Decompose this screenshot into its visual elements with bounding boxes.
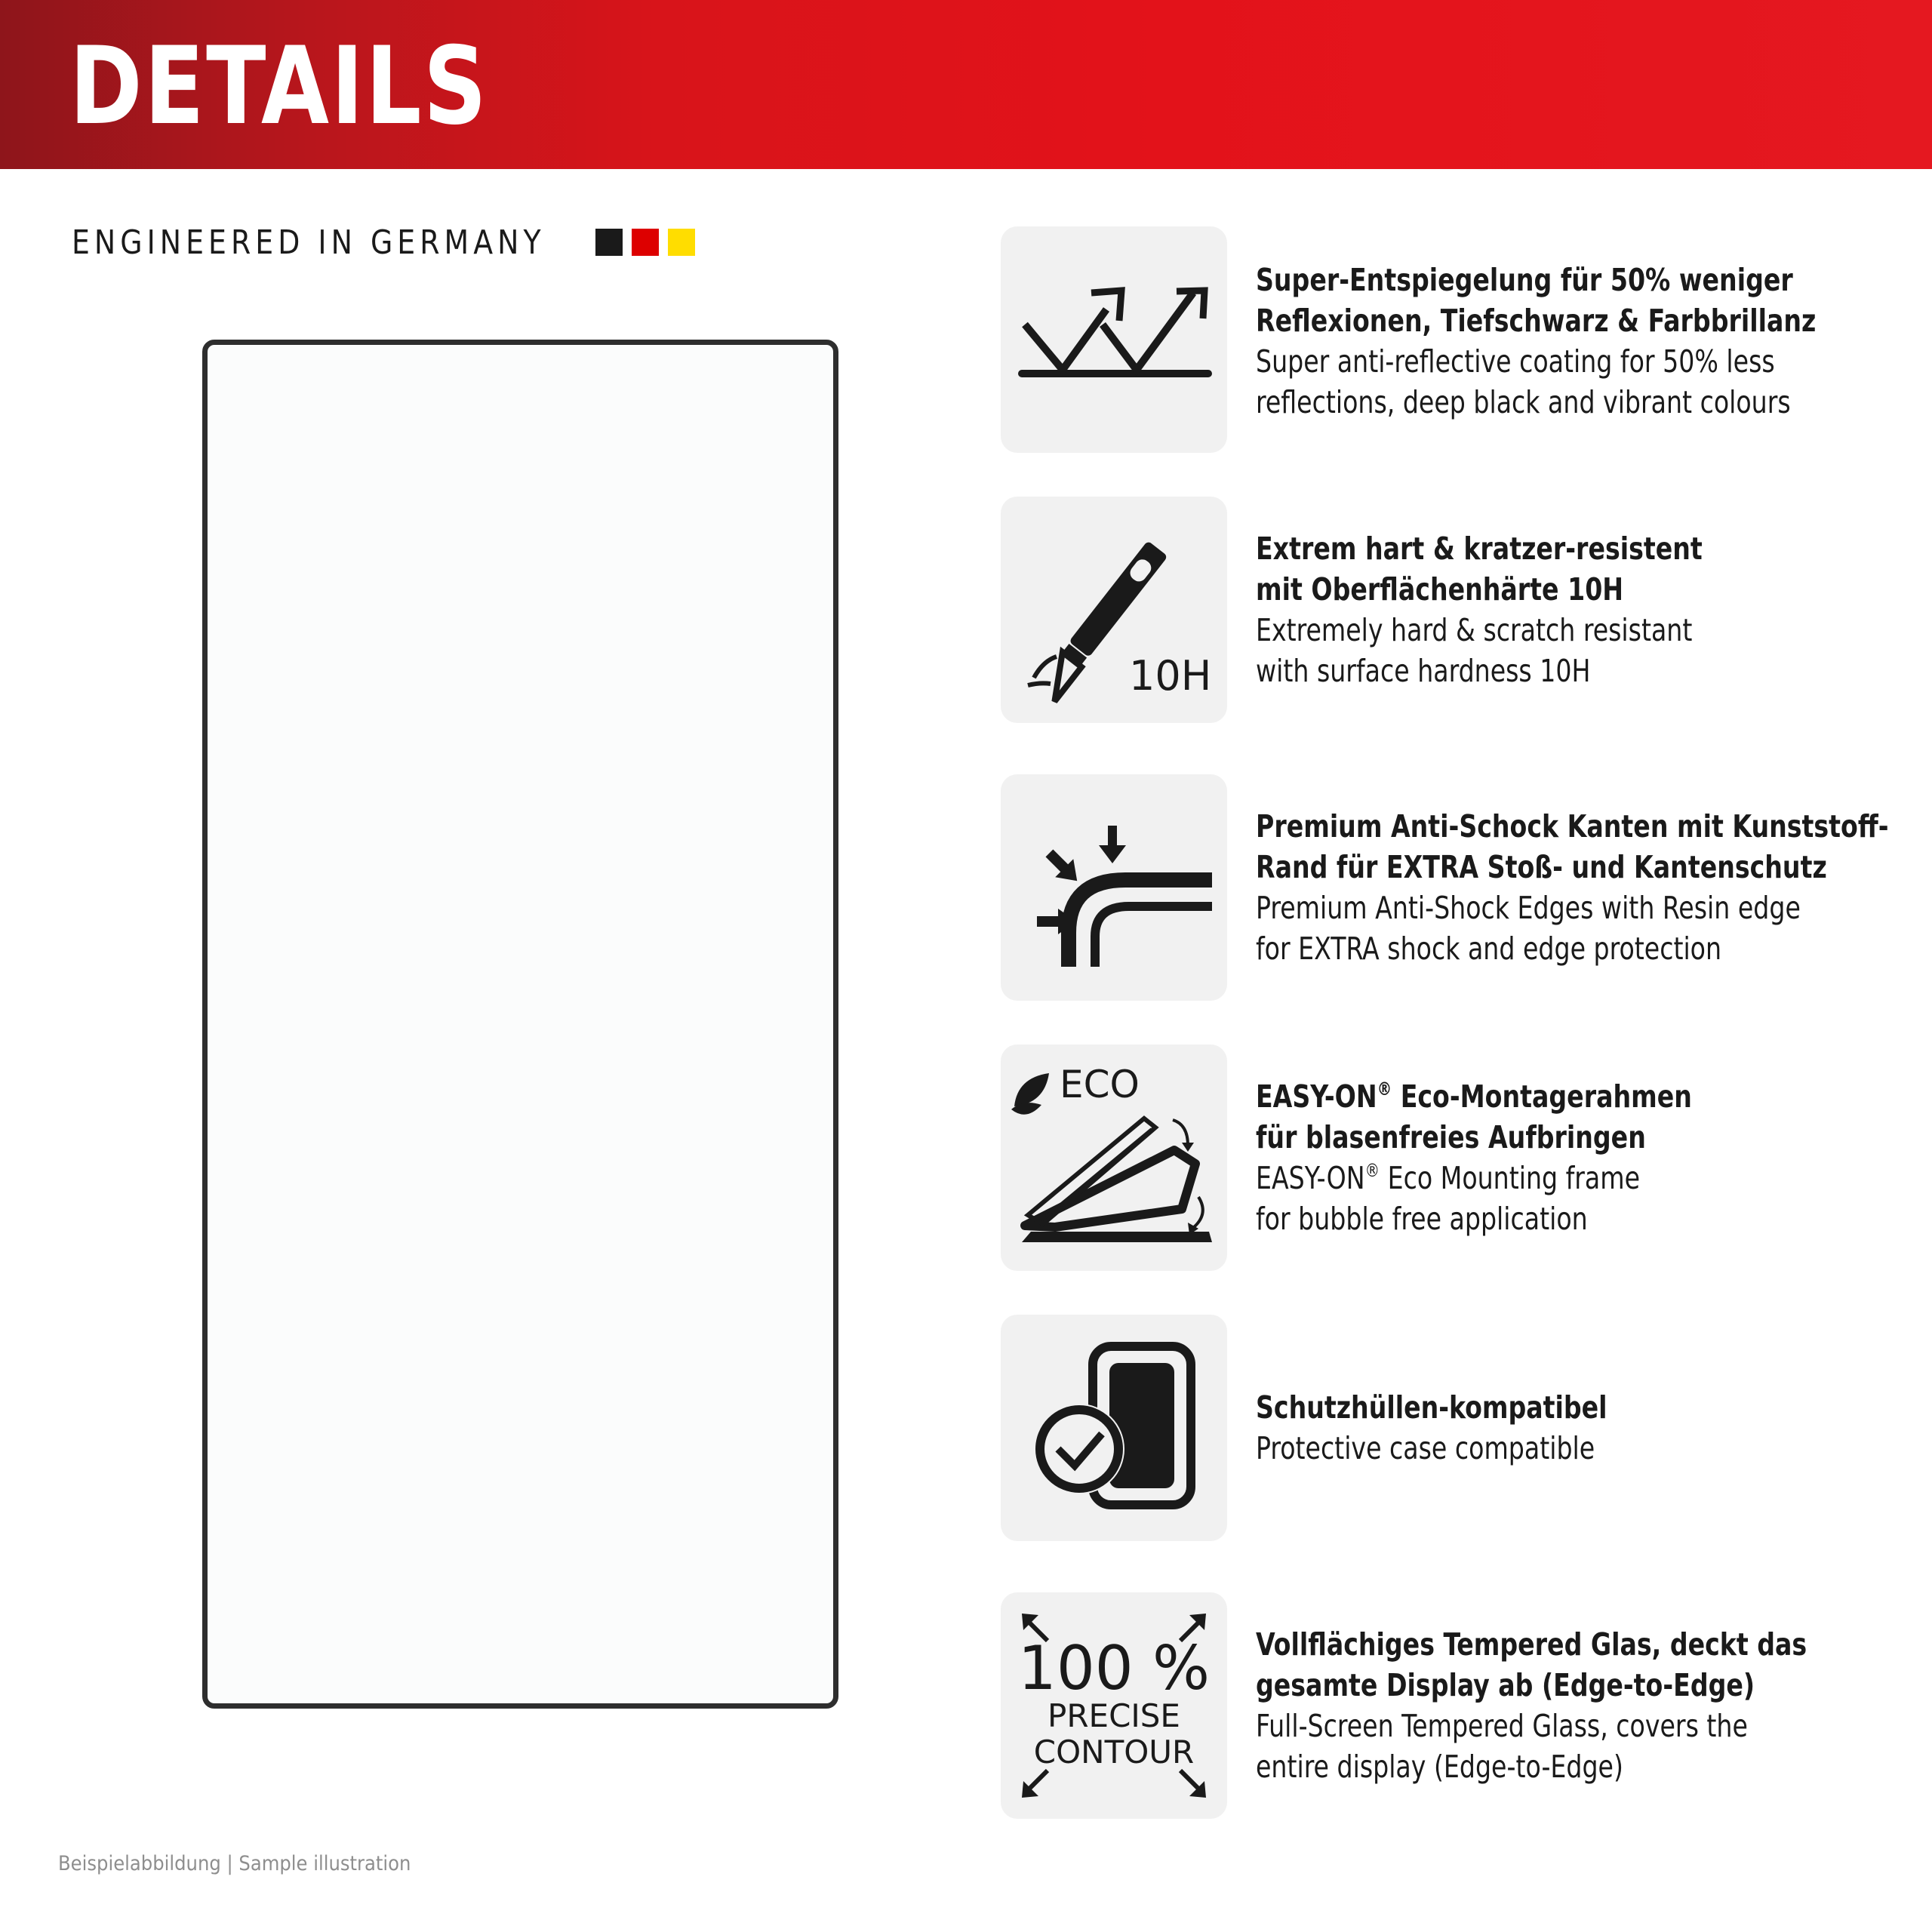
header-banner (0, 0, 1932, 169)
registered-mark: ® (1364, 1160, 1380, 1181)
percent-label: 100 % (1017, 1633, 1211, 1703)
feature-text (1256, 806, 1905, 969)
contour-label: CONTOUR (1033, 1734, 1195, 1770)
eco-mounting-frame-icon (1001, 1044, 1227, 1271)
feature-german-line: Rand für EXTRA Stoß- und Kantenschutz (1256, 849, 1827, 885)
screen-protector-illustration (202, 340, 838, 1709)
case-compatible-icon (1001, 1315, 1227, 1541)
feature-german-line: gesamte Display ab (Edge-to-Edge) (1256, 1667, 1755, 1703)
feature-text (1256, 1624, 1905, 1787)
flag-gold-square (668, 229, 695, 256)
feature-english-line: for bubble free application (1256, 1201, 1588, 1237)
feature-easy-on (1001, 1044, 1891, 1271)
easy-on-brand: EASY-ON (1256, 1078, 1377, 1115)
feature-edge-to-edge (1001, 1592, 1891, 1819)
feature-text (1256, 528, 1905, 691)
feature-english-line: for EXTRA shock and edge protection (1256, 931, 1722, 967)
feature-anti-reflective (1001, 226, 1891, 453)
feature-german-line: Vollflächiges Tempered Glas, deckt das (1256, 1626, 1807, 1663)
feature-german-line: Reflexionen, Tiefschwarz & Farbbrillanz (1256, 303, 1817, 339)
anti-shock-edge-icon (1001, 774, 1227, 1001)
feature-text (1256, 1387, 1905, 1469)
feature-anti-shock (1001, 774, 1891, 1001)
feature-english-line: Protective case compatible (1256, 1430, 1595, 1466)
scalpel-hardness-icon (1001, 497, 1227, 723)
sample-illustration-note: Beispielabbildung | Sample illustration (58, 1852, 411, 1875)
feature-case-compatible (1001, 1315, 1891, 1541)
feature-text (1256, 1076, 1905, 1239)
feature-text (1256, 260, 1905, 423)
anti-reflective-icon (1001, 226, 1227, 453)
feature-german-line: Extrem hart & kratzer-resistent (1256, 531, 1703, 567)
engineered-text: ENGINEERED IN GERMANY (72, 223, 546, 262)
feature-english-suffix: Eco Mounting frame (1380, 1160, 1641, 1196)
precise-label: PRECISE (1048, 1697, 1180, 1734)
feature-english-line: with surface hardness 10H (1256, 653, 1591, 689)
flag-red-square (632, 229, 659, 256)
feature-english-line: Premium Anti-Shock Edges with Resin edge (1256, 890, 1801, 926)
eco-label: ECO (1060, 1063, 1140, 1106)
engineered-in-germany (72, 220, 695, 264)
feature-english-line: Full-Screen Tempered Glass, covers the (1256, 1708, 1748, 1744)
feature-english-line: reflections, deep black and vibrant colours (1256, 384, 1791, 420)
feature-english-line: Extremely hard & scratch resistant (1256, 612, 1693, 648)
page-title: DETAILS (69, 24, 489, 149)
hardness-label: 10H (1129, 652, 1212, 700)
feature-english-line: Super anti-reflective coating for 50% less (1256, 343, 1775, 380)
feature-english-line (1256, 1158, 1840, 1198)
precise-contour-icon (1001, 1592, 1227, 1819)
feature-german-line: Super-Entspiegelung für 50% weniger (1256, 262, 1793, 298)
feature-german-line: Schutzhüllen-kompatibel (1256, 1389, 1607, 1426)
registered-mark: ® (1377, 1078, 1392, 1100)
easy-on-brand: EASY-ON (1256, 1160, 1365, 1196)
feature-german-suffix: Eco-Montagerahmen (1392, 1078, 1692, 1115)
flag-black-square (595, 229, 623, 256)
feature-english-line: entire display (Edge-to-Edge) (1256, 1749, 1623, 1785)
feature-german-line: Premium Anti-Schock Kanten mit Kunststoff- (1256, 808, 1889, 844)
feature-german-line: mit Oberflächenhärte 10H (1256, 571, 1624, 608)
feature-hardness (1001, 497, 1891, 723)
feature-german-line: für blasenfreies Aufbringen (1256, 1119, 1646, 1155)
leaf-icon (1014, 1073, 1049, 1106)
german-flag-icon (595, 229, 695, 256)
feature-german-line (1256, 1076, 1840, 1117)
